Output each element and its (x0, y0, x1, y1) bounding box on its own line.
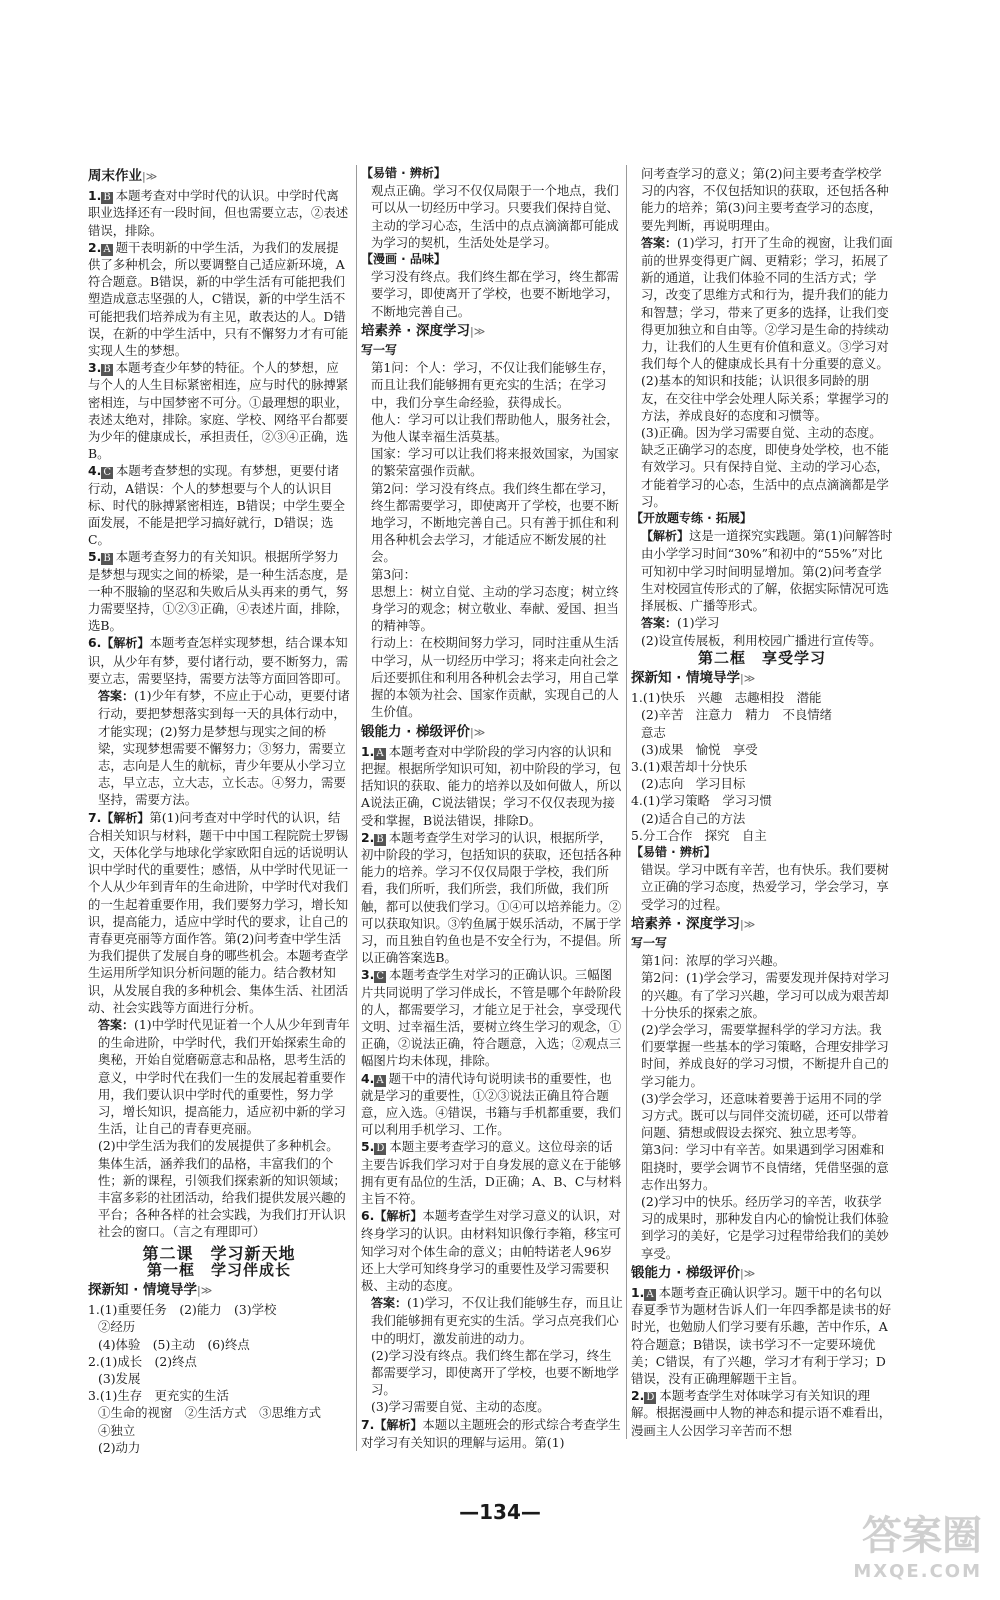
frame-title: 第二框 享受学习 (697, 648, 826, 667)
column-1 (88, 165, 350, 1456)
section-heading: 探新知 · 情境导学|≫ (631, 669, 756, 686)
page-body (88, 165, 983, 1495)
answer-1: 1. B 本题考查对中学时代的认识。中学时代离职业选择还有一段时间，但也需要立志，②表述错误，排除。 (88, 188, 349, 238)
list-item: 3.(1)生存 更充实的生活 (88, 1388, 229, 1404)
answer-1: 1. A 本题考查对中学阶段的学习内容的认识和把握。根据所学知识可知，初中阶段的学习，包括知识的获取、能力的培养以及如何做人，所以A说法正确，C说法错误；学习不仅仅表现为接受和掌握，B说法错误，排除D。 (361, 743, 622, 828)
paragraph: 第3问： (371, 566, 417, 582)
paragraph: 第1问：个人：学习，不仅让我们能够生存，而且让我们能够拥有更充实的生活；在学习中，我们分享生命经验，获得成长。 (371, 360, 615, 410)
paragraph: 行动上：在校期间努力学习，同时注重从生活中学习，从一切经历中学习；将来走向社会之后还要抓住和利用各种机会去学习，用自己掌握的本领为社会、国家作贡献，实现自己的人生价值。 (371, 635, 619, 720)
paragraph: 错误。学习中既有辛苦，也有快乐。我们要树立正确的学习态度，热爱学习，学会学习，享受学习的过程。 (641, 862, 889, 912)
frame-title: 第一框 学习伴成长 (146, 1260, 291, 1279)
answer-2: 2. A 题干表明新的中学生活，为我们的发展提供了多种机会，所以要调整自己适应新环境，A符合题意。B错误，新的中学生活有可能把我们塑造成意志坚强的人，C错误，新的中学生活不可能把我们培养成为有主见，敢表达的人。D错误，在新的中学生活中，只有不懈努力才有可能实现人生的梦想。 (88, 239, 349, 359)
answer: 答案：(1)学习 (641, 615, 720, 631)
subsection-tag: 写一写 (361, 343, 398, 358)
answer-6-answer: 答案：(1)学习，不仅让我们能够生存，而且让我们能够拥有更充实的生活。学习点亮我们心中的明灯，激发前进的动力。 (371, 1295, 623, 1346)
paragraph: 第1问：浓厚的学习兴趣。 (641, 953, 786, 969)
paragraph: 他人：学习可以让我们帮助他人，服务社会，为他人谋幸福生活莫基。 (371, 411, 619, 445)
paragraph: (2)设宣传展板，利用校园广播进行宣传等。 (641, 633, 882, 649)
list-item: 4.(1)学习策略 学习习惯 (631, 793, 772, 809)
list-item: 意志 (641, 724, 666, 740)
answer-3: 3. C 本题考查学生对学习的正确认识。三幅图片共同说明了学习伴成长，不管是哪个年龄阶段的人，都需要学习，才能立足于社会，享受现代文明、过幸福生活，要树立终生学习的观念，①正确，②说法正确，符合题意，入选；②观点三幅图片均未体现，排除。 (361, 967, 622, 1069)
subsection-tag: 【开放题专练 · 拓展】 (631, 511, 752, 526)
list-item: (3)发展 (98, 1371, 141, 1387)
list-item: (2)辛苦 注意力 精力 不良情绪 (641, 707, 833, 723)
paragraph: 学习没有终点。我们终生都在学习，终生都需要学习，即使离开了学校，也要不断地学习，不断地完善自己。 (371, 269, 619, 319)
list-item: (2)适合自己的方法 (641, 810, 746, 826)
section-heading: 锻能力 · 梯级评价|≫ (361, 723, 486, 740)
paragraph: (2)基本的知识和技能；认识很多同龄的朋友，在交往中学会处理人际关系；掌握学习的方法，养成良好的态度和习惯等。 (641, 373, 889, 423)
subsection-tag: 写一写 (631, 935, 668, 950)
paragraph: 思想上：树立自觉、主动的学习态度；树立终身学习的观念；树立敬业、奉献、爱国、担当的精神等。 (371, 583, 619, 634)
paragraph: (3)正确。因为学习需要自觉、主动的态度。缺乏正确学习的态度，即使身处学校，也不能有效学习。只有保持自觉、主动的学习心态，才能着学习的心态，生活中的点点滴滴都是学习。 (641, 425, 889, 509)
lesson-title: 第二课 学习新天地 (142, 1243, 296, 1263)
paragraph: 观点正确。学习不仅仅局限于一个地点，我们可以从一切经历中学习。只要我们保持自觉、主动的学习心态，生活中的点点滴滴都可能成为学习的契机，生活处处是学习。 (371, 183, 619, 250)
answer-7-answer: 答案：(1)中学时代见证着一个人从少年到青年的生命进阶，中学时代，我们开始探索生命的奥秘，开始自觉磨砺意志和品格，思考生活的意义，中学时代在我们一生的发展起着重要作用，我们要认识中学时代的重要性，努力学习，增长知识，提高能力，适应初中新的学习生活，让自己的青春更亮丽。 (98, 1016, 350, 1137)
list-item: 5.分工合作 探究 自主 (631, 827, 767, 843)
paragraph: (3)学会学习，还意味着要善于运用不同的学习方式。既可以与同伴交流切磋，还可以带着问题、猜想或假设去探究、独立思考等。 (641, 1090, 889, 1141)
section-heading: 探新知 · 情境导学|≫ (88, 1282, 213, 1298)
answer-7-answer-2: (2)中学生活为我们的发展提供了多种机会。集体生活，涵养我们的品格，丰富我们的个性；新的课程，引领我们探索新的知识领域；丰富多彩的社团活动，给我们提供发展兴趣的平台；各种各样的社会实践，为我们打开认识社会的窗口。（言之有理即可） (98, 1138, 346, 1240)
list-item: (4)体验 (5)主动 (6)终点 (98, 1336, 250, 1352)
answer-4: 4. A 题干中的清代诗句说明读书的重要性，也就是学习的重要性，①②③说法正确且符合题意，应入选。④错误，书籍与手机都重要，我们可以利用手机学习、工作。 (361, 1070, 622, 1138)
watermark-url: MXQE.COM (853, 1561, 982, 1582)
section-heading: 锻能力 · 梯级评价|≫ (631, 1264, 756, 1281)
paragraph: (2)学习中的快乐。经历学习的辛苦，收获学习的成果时，那种发自内心的愉悦让我们体验到学习的美好，它是学习过程带给我们的美妙享受。 (641, 1193, 889, 1261)
answer-6-answer: 答案：(1)少年有梦，不应止于心动，更要付诸行动，要把梦想落实到每一天的具体行动中，才能实现；(2)努力是梦想与现实之间的桥梁，实现梦想需要不懈努力；③努力，需要立志，志向是人生的航标，青少年要从小学习立志，早立志，立大志，立长志。④努力，需要坚持，需要方法。 (98, 688, 350, 808)
column-2 (356, 165, 623, 1451)
answer-7-answer: 答案：(1)学习，打开了生命的视窗，让我们面前的世界变得更广阔、更精彩；学习，拓展了新的通道，让我们体验不同的生活方式；学习，改变了思维方式和行为，提升我们的能力和智慧；学习，带来了更多的选择，让我们变得更加独立和自由等。②学习是生命的持续动力，让我们的人生更有价值和意义。③学习对我们每个人的健康成长具有十分重要的意义。 (641, 234, 893, 372)
paragraph: 问考查学习的意义；第(2)问主要考查学校学习的内容，不仅包括知识的获取，还包括各种能力的培养；第(3)问主要考查学习的态度，要先判断，再说明理由。 (641, 166, 889, 233)
paragraph: 第3问：学习中有辛苦。如果遇到学习困难和阻挠时，要学会调节不良情绪，凭借坚强的意志作出努力。 (641, 1142, 889, 1192)
list-item: (2)志向 学习目标 (641, 776, 746, 792)
column-3 (626, 165, 893, 1439)
list-item: ④独立 (98, 1422, 136, 1438)
list-item: 2.(1)成长 (2)终点 (88, 1353, 197, 1369)
list-item: ①生命的视窗 ②生活方式 ③思维方式 (98, 1405, 322, 1421)
answer-6-analysis: 6.【解析】本题考查学生对学习意义的认识，对终身学习的认识。由材料知识像行李箱，移宝可知学习对个体生命的意义；由帕特诺老人96岁还上大学可知终身学习的重要性及学习需要积极、主动的态度。 (361, 1208, 622, 1293)
paragraph: 国家：学习可以让我们将来报效国家，为国家的繁荣富强作贡献。 (371, 446, 619, 479)
answer-3: 3. B 本题考查少年梦的特征。个人的梦想，应与个人的人生目标紧密相连，应与时代的脉搏紧密相连，与中国梦密不可分。①最理想的职业，表述太绝对，排除。家庭、学校、网络平台都要为少年的健康成长，承担责任，②③④正确，选B。 (88, 360, 349, 462)
analysis: 【解析】这是一道探究实践题。第(1)问解答时由小学学习时间“30%”和初中的“55%”对比可知初中学习时间明显增加。第(2)问考查学生对校园宣传形式的了解，依据实际情况可选择展板、广播等形式。 (641, 528, 893, 614)
answer-4: 4. C 本题考查梦想的实现。有梦想，更要付诸行动，A错误：个人的梦想要与个人的认识目标、时代的脉搏紧密相连，B错误；中学生要全面发展，不能是把学习搞好就行，D错误；选C。 (88, 463, 345, 548)
answer-2: 2. D 本题考查学生对体味学习有关知识的理解。根据漫画中人物的神态和提示语不难看出，漫画主人公因学习辛苦而不想 (631, 1388, 892, 1438)
list-item: 1.(1)快乐 兴趣 志趣相投 潜能 (631, 690, 822, 706)
answer-1: 1. A 本题考查正确认识学习。题干中的名句以春夏季节为题材告诉人们一年四季都是读书的好时光，也勉励人们学习要有乐趣，苦中作乐，A符合题意；B错误，读书学习不一定要环境优美；C错误，有了兴趣，学习才有利于学习；D错误，没有正确理解题干主旨。 (631, 1285, 892, 1387)
paragraph: (2)学会学习，需要掌握科学的学习方法。我们要掌握一些基本的学习策略，合理安排学习时间，养成良好的学习习惯，不断提升自己的学习能力。 (641, 1021, 889, 1089)
answer-6-analysis: 6.【解析】本题考查怎样实现梦想，结合课本知识，从少年有梦，要付诸行动，要不断努力，需要立志，需要坚持，需要方法等方面回答即可。 (88, 635, 349, 686)
answer-2: 2. B 本题考查学生对学习的认识，根据所学，初中阶段的学习，包括知识的获取，还包括各种能力的培养。学习不仅仅局限于学校，我们所看，我们所听，我们所尝，我们所做，我们所触，都可以使我们学习。①④可以培养能力。②可以获取知识。③钓鱼属于娱乐活动，不属于学习，而且独自钓鱼也是不安全行为，不提倡。所以正确答案选B。 (361, 829, 622, 966)
list-item: ②经历 (98, 1319, 136, 1335)
answer-7-analysis: 7.【解析】本题以主题班会的形式综合考查学生对学习有关知识的理解与运用。第(1) (361, 1416, 621, 1450)
answer-7-analysis: 7.【解析】第(1)问考查对中学时代的认识，结合相关知识与材料，题干中中国工程院院士罗锡文，天体化学与地球化学家欧阳自远的话说明认识中学时代的重要性；感悟，从中学时代见证一个人从少年到青年的生命进阶，中学时代对我们的一生起着重要作用，我们要努力学习，增长知识，提高能力，适应中学时代的要求，让自己的青春更亮丽等方面作答。第(2)问考查中学生活为我们提供了发展自身的哪些机会。本题考查学生运用所学知识分析问题的能力。结合教材知识，从发展自我的多种机会、集体生活、社团活动、社会实践等方面进行分析。 (88, 809, 349, 1015)
subsection-tag: 【漫画 · 品味】 (361, 252, 446, 267)
list-item: (3)成果 愉悦 享受 (641, 741, 758, 757)
list-item: 1.(1)重要任务 (2)能力 (3)学校 (88, 1302, 277, 1318)
page-number: —134— (459, 1500, 541, 1524)
paragraph: (3)学习需要自觉、主动的态度。 (371, 1399, 550, 1415)
subsection-tag: 【易错 · 辨析】 (631, 844, 716, 859)
section-heading: 培素养 · 深度学习|≫ (631, 915, 756, 932)
answer-5: 5. B 本题考查努力的有关知识。根据所学努力是梦想与现实之间的桥梁，是一种生活态度，是一种不服输的坚忍和失败后从头再来的勇气，努力需要坚持，①②③正确，④表述片面，排除，选B。 (88, 549, 349, 634)
paragraph: 第2问：(1)学会学习，需要发现并保持对学习的兴趣。有了学习兴趣，学习可以成为艰苦却十分快乐的探索之旅。 (641, 970, 890, 1020)
watermark-logo (853, 1504, 982, 1582)
section-heading: 周末作业|≫ (88, 168, 158, 184)
list-item: 3.(1)艰苦却十分快乐 (631, 758, 748, 774)
paragraph: (2)学习没有终点。我们终生都在学习，终生都需要学习，即使离开了学校，也要不断地学习。 (371, 1347, 619, 1398)
subsection-tag: 【易错 · 辨析】 (361, 166, 446, 180)
list-item: (2)动力 (98, 1439, 141, 1455)
section-heading: 培素养 · 深度学习|≫ (361, 322, 486, 339)
answer-5: 5. D 本题主要考查学习的意义。这位母亲的话主要告诉我们学习对于自身发展的意义在于能够拥有更有品位的生活，D正确；A、B、C与材料主旨不符。 (361, 1139, 622, 1206)
watermark-text: 答案圈 (862, 1513, 982, 1559)
paragraph: 第2问：学习没有终点。我们终生都在学习，终生都需要学习，即使离开了学校，也要不断地学习，不断地完善自己。只有善于抓住和利用各种机会去学习，才能适应不断发展的社会。 (371, 480, 619, 565)
